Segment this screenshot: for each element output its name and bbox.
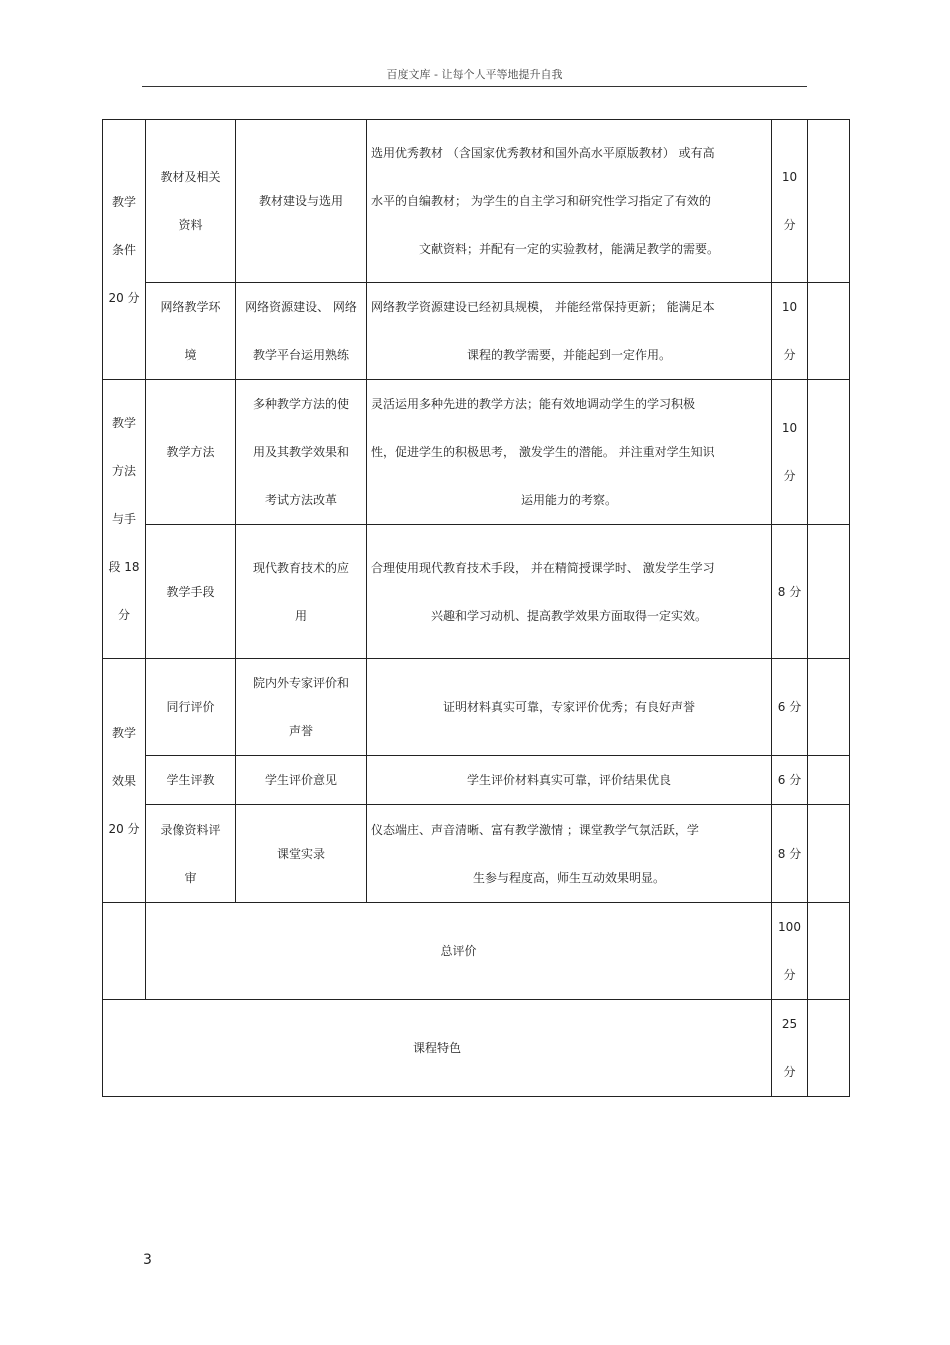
table-row: [103, 659, 850, 756]
criteria-cell: 选用优秀教材 （含国家优秀教材和国外高水平原版教材） 或有高 水平的自编教材； 为学生的自主学习和研究性学习指定了有效的 文献资料；并配有一定的实验教材，能满足教学的需要。: [367, 120, 772, 283]
point-cell: 课堂实录: [236, 805, 367, 903]
category-teaching-effect: 教学 效果 20 分: [103, 659, 146, 903]
table-row-total: [103, 903, 850, 1000]
blank-cell: [808, 120, 850, 283]
point-cell: 现代教育技术的应 用: [236, 525, 367, 659]
table-row: [103, 805, 850, 903]
score-cell: 8 分: [772, 525, 808, 659]
table-row-feature: [103, 1000, 850, 1097]
blank-cell: [808, 659, 850, 756]
score-cell: 10 分: [772, 380, 808, 525]
criteria-cell: 证明材料真实可靠，专家评价优秀；有良好声誉: [367, 659, 772, 756]
score-cell: 8 分: [772, 805, 808, 903]
point-cell: 网络资源建设、 网络 教学平台运用熟练: [236, 283, 367, 380]
item-cell: 教学手段: [146, 525, 236, 659]
criteria-cell: 灵活运用多种先进的教学方法；能有效地调动学生的学习积极 性，促进学生的积极思考， 激发学生的潜能。 并注重对学生知识 运用能力的考察。: [367, 380, 772, 525]
table-row: [103, 525, 850, 659]
point-cell: 教材建设与选用: [236, 120, 367, 283]
category-teaching-conditions: 教学 条件 20 分: [103, 120, 146, 380]
feature-score: 25 分: [772, 1000, 808, 1097]
score-cell: 6 分: [772, 659, 808, 756]
blank-cell: [808, 1000, 850, 1097]
table-row: [103, 120, 850, 283]
evaluation-table: [102, 119, 850, 1097]
point-cell: 学生评价意见: [236, 756, 367, 805]
item-cell: 教材及相关 资料: [146, 120, 236, 283]
page-number: 3: [143, 1252, 152, 1268]
item-cell: 网络教学环 境: [146, 283, 236, 380]
blank-cell: [808, 283, 850, 380]
score-cell: 6 分: [772, 756, 808, 805]
blank-cell: [808, 756, 850, 805]
header-divider: [142, 86, 807, 87]
score-cell: 10 分: [772, 120, 808, 283]
blank-cell: [808, 525, 850, 659]
blank-cell: [808, 380, 850, 525]
score-cell: 10 分: [772, 283, 808, 380]
item-cell: 同行评价: [146, 659, 236, 756]
table-row: [103, 756, 850, 805]
feature-label: 课程特色: [103, 1000, 772, 1097]
page-header: 百度文库 - 让每个人平等地提升自我: [386, 68, 563, 81]
criteria-cell: 合理使用现代教育技术手段， 并在精简授课学时、 激发学生学习 兴趣和学习动机、提高教学效果方面取得一定实效。: [367, 525, 772, 659]
blank-cell: [808, 805, 850, 903]
category-teaching-methods: 教学 方法 与手 段 18 分: [103, 380, 146, 659]
point-cell: 院内外专家评价和 声誉: [236, 659, 367, 756]
point-cell: 多种教学方法的使 用及其教学效果和 考试方法改革: [236, 380, 367, 525]
total-score: 100 分: [772, 903, 808, 1000]
blank-cell: [808, 903, 850, 1000]
item-cell: 教学方法: [146, 380, 236, 525]
criteria-cell: 仪态端庄、声音清晰、富有教学激情 ；课堂教学气氛活跃，学 生参与程度高，师生互动效果明显。: [367, 805, 772, 903]
total-label: 总评价: [146, 903, 772, 1000]
table-row: [103, 283, 850, 380]
criteria-cell: 网络教学资源建设已经初具规模， 并能经常保持更新； 能满足本 课程的教学需要，并能起到一定作用。: [367, 283, 772, 380]
blank-cell: [103, 903, 146, 1000]
criteria-cell: 学生评价材料真实可靠，评价结果优良: [367, 756, 772, 805]
item-cell: 录像资料评 审: [146, 805, 236, 903]
item-cell: 学生评教: [146, 756, 236, 805]
table-row: [103, 380, 850, 525]
